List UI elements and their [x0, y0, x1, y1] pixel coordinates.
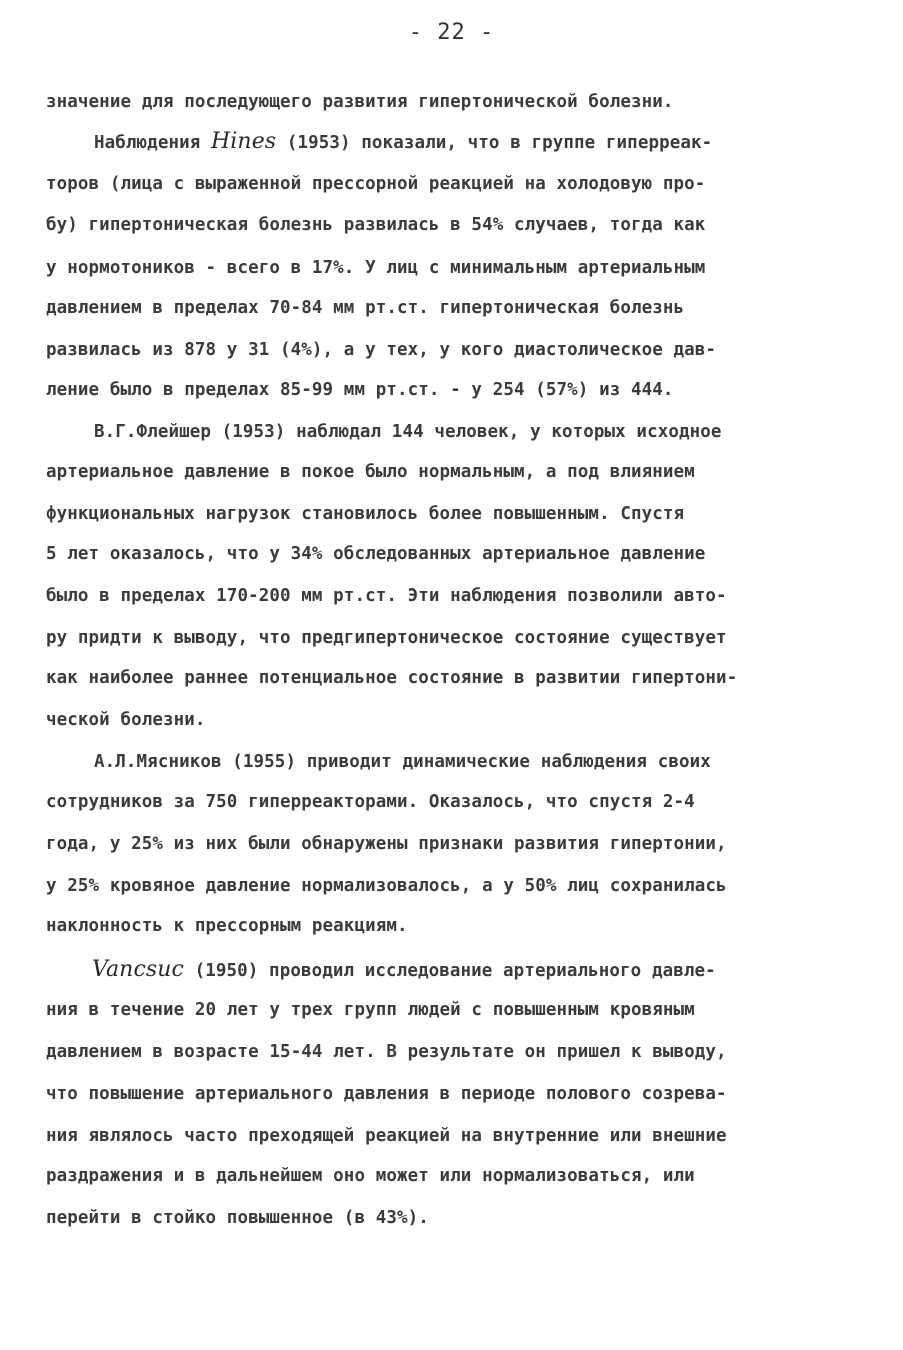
text-line: ния в течение 20 лет у трех групп людей с повышенным кровяным — [46, 1000, 695, 1020]
line-text: (1950) проводил исследование артериального давле- — [183, 961, 716, 981]
text-line — [92, 958, 716, 983]
text-line: В.Г.Флейшер (1953) наблюдал 144 человек, у которых исходное — [94, 422, 722, 442]
text-line: раздражения и в дальнейшем оно может или нормализоваться, или — [46, 1166, 695, 1186]
text-line: ния являлось часто преходящей реакцией на внутренние или внешние — [46, 1126, 727, 1146]
text-line: было в пределах 170-200 мм рт.ст. Эти наблюдения позволили авто- — [46, 586, 727, 606]
text-line: наклонность к прессорным реакциям. — [46, 916, 408, 936]
handwritten-name: Hines — [211, 129, 277, 154]
line-text: Наблюдения — [94, 133, 211, 153]
text-line: 5 лет оказалось, что у 34% обследованных артериальное давление — [46, 544, 706, 564]
text-line: что повышение артериального давления в периоде полового созрева- — [46, 1084, 727, 1104]
text-line: как наиболее раннее потенциальное состояние в развитии гипертони- — [46, 668, 738, 688]
text-line: функциональных нагрузок становилось более повышенным. Спустя — [46, 504, 685, 524]
text-line: давлением в пределах 70-84 мм рт.ст. гипертоническая болезнь — [46, 298, 685, 318]
text-line: перейти в стойко повышенное (в 43%). — [46, 1208, 429, 1228]
text-line: торов (лица с выраженной прессорной реакцией на холодовую про- — [46, 174, 706, 194]
text-line: года, у 25% из них были обнаружены признаки развития гипертонии, — [46, 834, 727, 854]
text-line: бу) гипертоническая болезнь развилась в 54% случаев, тогда как — [46, 215, 706, 235]
text-line: ческой болезни. — [46, 710, 206, 730]
text-line: у нормотоников - всего в 17%. У лиц с минимальным артериальным — [46, 258, 706, 278]
text-line: значение для последующего развития гипертонической болезни. — [46, 92, 674, 112]
text-line: ру придти к выводу, что предгипертоническое состояние существует — [46, 628, 727, 648]
text-line — [94, 130, 712, 155]
text-line: артериальное давление в покое было нормальным, а под влиянием — [46, 462, 695, 482]
line-text: (1953) показали, что в группе гиперреак- — [276, 133, 713, 153]
text-line: развилась из 878 у 31 (4%), а у тех, у кого диастолическое дав- — [46, 340, 717, 360]
text-line: ление было в пределах 85-99 мм рт.ст. - у 254 (57%) из 444. — [46, 380, 674, 400]
text-line: А.Л.Мясников (1955) приводит динамические наблюдения своих — [94, 752, 711, 772]
handwritten-name: Vancsuc — [92, 957, 184, 982]
text-line: у 25% кровяное давление нормализовалось, а у 50% лиц сохранилась — [46, 876, 727, 896]
text-line: давлением в возрасте 15-44 лет. В результате он пришел к выводу, — [46, 1042, 727, 1062]
page-number: - 22 - — [408, 20, 495, 45]
text-line: сотрудников за 750 гиперреакторами. Оказалось, что спустя 2-4 — [46, 792, 695, 812]
